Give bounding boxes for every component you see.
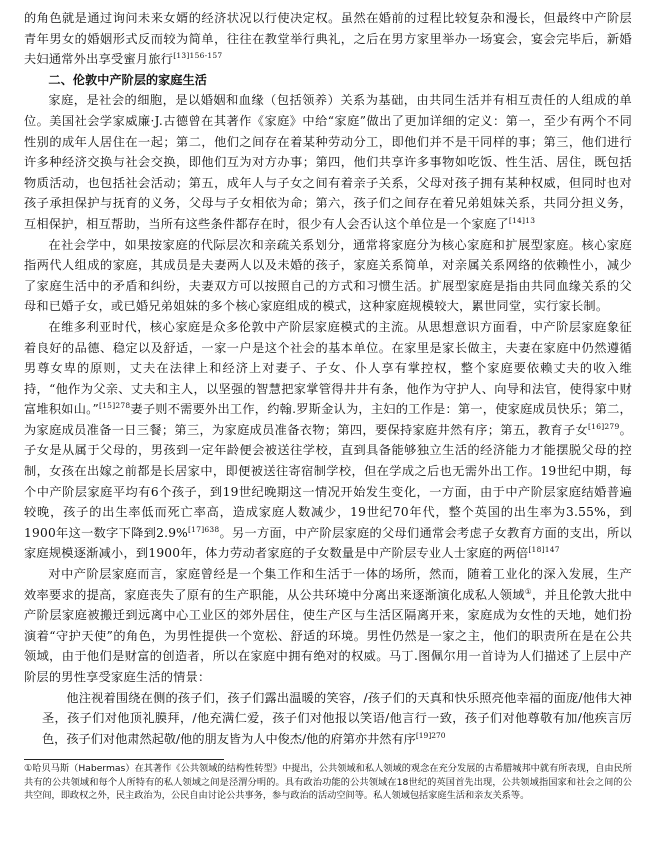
footnote-text: 哈贝马斯（Habermas）在其著作《公共领域的结构性转型》中提出，公共领域和私人领域的观念在充分发展的古希腊城邦中就有所表现，自由民所共有的公共领域和每个人所特有的私人领域之间是泾渭分明的。具有政治功能的公共领域在18世纪的英国首先出现，公共领域指国家和社会之间的公共空间，即政权之外，民主政治为，公民自由讨论公共事务，参与政治的活动空间等。私人领域包括家庭生活和亲友关系等。 <box>24 763 632 801</box>
paragraph-text: 。子女是从属于父母的，男孩到一定年龄便会被送往学校，直到具备能够独立生活的经济能力才能摆脱父母的控制，女孩在出嫁之前都是长居家中，即便被送往寄宿制学校，但在学成之后也无需外出工作。19世纪中期，每个中产阶层家庭平均有6个孩子，到19世纪晚期这一情况开始发生变化，一方面，由于中产阶层家庭结婚普遍较晚，孩子的出生率低而死亡率高，造成家庭人数减少，19世纪70年代，整个英国的出生率为3.55%，到1900年这一数字下降到2.9% <box>24 422 633 540</box>
paragraph-text: 的角色就是通过询问未来女婿的经济状况以行使决定权。虽然在婚前的过程比较复杂和漫长，但最终中产阶层青年男女的婚姻形式反而较为简单，往往在教堂举行典礼，之后在男方家里举办一场宴会，宴会完毕后，新婚夫妇通常外出享受蜜月旅行 <box>24 11 632 67</box>
citation-ref: [16]279 <box>588 421 620 431</box>
paragraph-text: 家庭，是社会的细胞，是以婚姻和血缘（包括领养）关系为基础，由共同生活并有相互责任的人组成的单位。美国社会学家威廉·J.古德曾在其著作《家庭》中给“家庭”做出了更加详细的定义：第一，至少有两个不同性别的成年人居住在一起；第二，他们之间存在着某种劳动分工，即他们并不是干同样的事；第三，他们进行许多种经济交换与社会交换，即他们互为对方办事；第四，他们共享许多事物如吃饭、性生活、居住，既包括物质活动，也包括社会活动；第五，成年人与子女之间有着亲子关系，父母对孩子拥有某种权威，但同时也对孩子承担保护与抚育的义务，父母与子女相依为命；第六，孩子们之间存在着兄弟姐妹关系，共同分担义务，互相保护，相互帮助，当所有这些条件都存在时，很少有人会否认这个单位是一个家庭了 <box>24 93 632 231</box>
paragraph-text: 在维多利亚时代，核心家庭是众多伦敦中产阶层家庭模式的主流。从思想意识方面看，中产阶层家庭象征着良好的品德、稳定以及舒适，一家一户是这个社会的基本单位。在家里是家长做主，夫妻在家庭中仍然遵循男尊女卑的原则，丈夫在法律上和经济上对妻子、子女、仆人享有掌控权，整个家庭要依赖丈夫的收入维持，“他作为父亲、丈夫和主人，以坚强的智慧把家掌管得井井有条，他作为守护人、向导和法官，使得家中财富堆积如山。” <box>24 319 632 417</box>
document-page <box>24 8 632 802</box>
paragraph-family-types: 在社会学中，如果按家庭的代际层次和亲疏关系划分，通常将家庭分为核心家庭和扩展型家庭。核心家庭指两代人组成的家庭，其成员是夫妻两人以及未婚的孩子，家庭关系简单，对亲属关系网络的依赖性小，减少了家庭生活中的矛盾和纠纷，夫妻双方可以按照自己的方式和习惯生活。扩展型家庭是指由共同血缘关系的父母和已婚子女，或已婚兄弟姐妹的多个核心家庭组成的模式，这种家庭规模较大，累世同堂，实行家长制。 <box>24 237 632 314</box>
citation-ref: [19]270 <box>415 730 446 740</box>
citation-ref: [17]638 <box>188 524 220 534</box>
citation-ref: [18]147 <box>528 545 560 555</box>
poem-quote <box>24 688 632 750</box>
citation-ref: [15]278 <box>99 401 131 411</box>
paragraph-text: 对中产阶层家庭而言，家庭曾经是一个集工作和生活于一体的场所，然而，随着工业化的深入发展，生产效率要求的提高，家庭丧失了原有的生产职能，从公共环境中分离出来逐渐演化成私人领域 <box>24 567 632 602</box>
footnote-marker: ① <box>24 763 33 775</box>
paragraph-victorian-family <box>24 317 632 564</box>
paragraph-text: ，并且伦敦大批中产阶层家庭被搬迁到远离中心工业区的郊外居住，使生产区与生活区隔离开来，家庭成为女性的天地，她们扮演着“守护天使”的角色，为男性提供一个宽松、舒适的环境。男性仍然是一家之主，他们的职责所在是在公共领域，由于他们是财富的创造者，所以在家庭中拥有绝对的权威。马丁.图佩尔用一首诗为人们描述了上层中产阶层的男性享受家庭生活的情景： <box>24 587 633 684</box>
paragraph-text: 。另一方面，中产阶层家庭的父母们通常会考虑子女教育方面的支出，所以家庭规模逐渐减小，到1900年，体力劳动者家庭的子女数量是中产阶层专业人士家庭的两倍 <box>24 525 632 561</box>
citation-ref: [14]13 <box>508 215 536 225</box>
poem-text: 他注视着围绕在侧的孩子们，孩子们露出温暖的笑容，/孩子们的天真和快乐照亮他幸福的面庞/他伟大神圣，孩子们对他顶礼膜拜，/他充满仁爱，孩子们对他报以笑语/他言行一致，孩子们对他尊敬有加/他疾言厉色，孩子们对他肃然起敬/他的朋友皆为人中俊杰/他的府第亦井然有序 <box>42 690 632 746</box>
citation-ref: [13]156-157 <box>173 51 223 61</box>
footnote-divider <box>24 759 224 760</box>
section-heading: 二、伦敦中产阶层的家庭生活 <box>48 72 207 87</box>
paragraph-public-private <box>24 564 632 688</box>
paragraph-text: 妻子则不需要外出工作，约翰.罗斯金认为，主妇的工作是：第一，使家庭成员快乐；第二，为家庭成员准备一日三餐；第三，为家庭成员准备衣物；第四，要保持家庭井然有序；第五，教育子女 <box>24 402 632 437</box>
footnote <box>24 762 632 802</box>
paragraph-marriage-end <box>24 8 632 70</box>
paragraph-family-definition <box>24 90 632 234</box>
footnote-marker[interactable]: ① <box>524 586 532 596</box>
